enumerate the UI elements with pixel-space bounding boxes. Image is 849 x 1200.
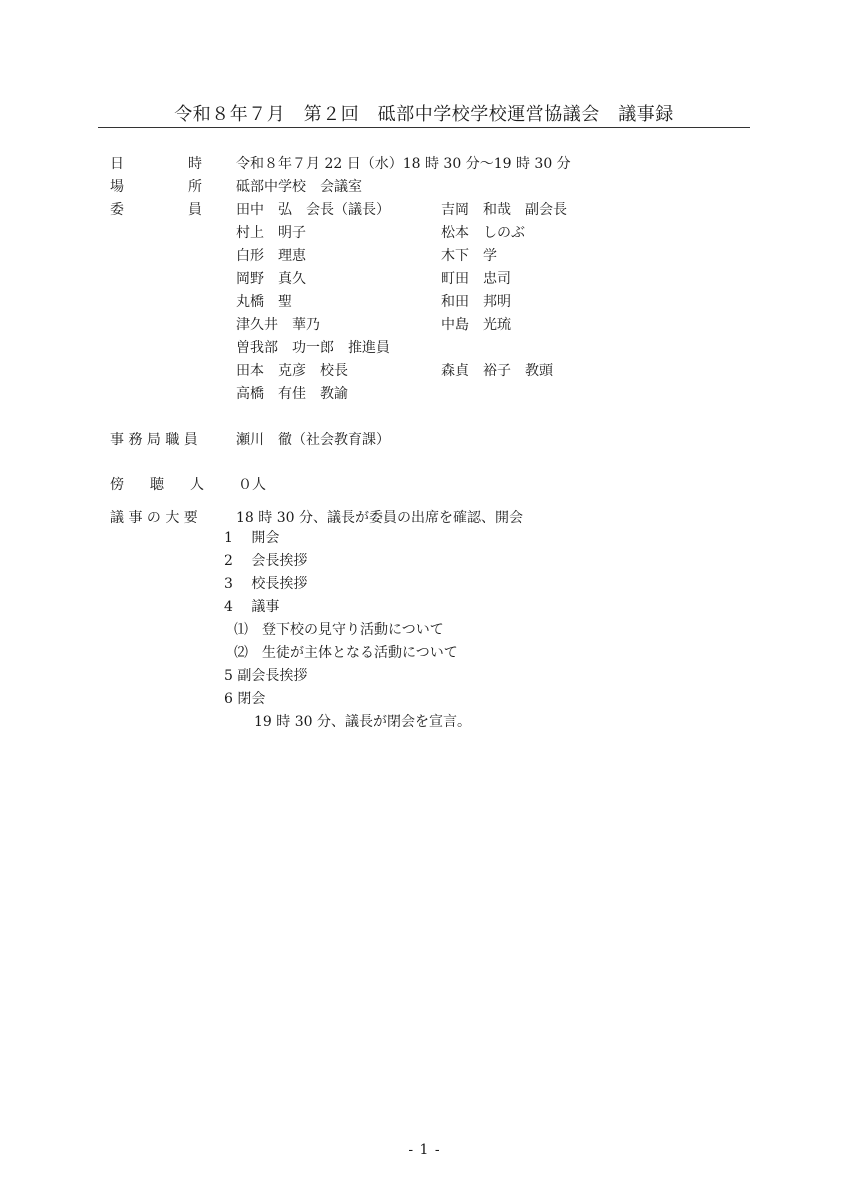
member-left-6: 津久井 華乃 xyxy=(236,317,320,333)
member-left-7: 曽我部 功一郎 推進員 xyxy=(236,340,390,356)
agenda-label: 議 事 の 大 要 xyxy=(110,510,198,526)
agenda-subitem-2: ⑵ 生徒が主体となる活動について xyxy=(234,645,458,661)
agenda-item-5: 5 副会長挨拶 xyxy=(224,668,308,684)
agenda-intro: 18 時 30 分、議長が委員の出席を確認、開会 xyxy=(236,510,523,526)
observers-label-a: 傍 xyxy=(110,477,124,493)
agenda-item-2: 2 会長挨拶 xyxy=(224,553,308,569)
staff-label: 事 務 局 職 員 xyxy=(110,432,198,448)
member-right-6: 中島 光琉 xyxy=(441,317,511,333)
place-value: 砥部中学校 会議室 xyxy=(236,179,362,195)
agenda-closing: 19 時 30 分、議長が閉会を宣言。 xyxy=(254,714,471,730)
observers-label-c: 人 xyxy=(190,477,204,493)
agenda-item-4: 4 議事 xyxy=(224,599,280,615)
agenda-item-1: 1 開会 xyxy=(224,530,280,546)
datetime-value: 令和８年７月 22 日（水）18 時 30 分〜19 時 30 分 xyxy=(236,156,571,172)
member-right-8: 森貞 裕子 教頭 xyxy=(441,363,553,379)
place-label-b: 所 xyxy=(188,179,202,195)
member-right-5: 和田 邦明 xyxy=(441,294,511,310)
members-label-b: 員 xyxy=(188,202,202,218)
member-left-4: 岡野 真久 xyxy=(236,271,306,287)
page-title: 令和８年７月 第２回 砥部中学校学校運営協議会 議事録 xyxy=(174,104,674,125)
member-left-8: 田本 克彦 校長 xyxy=(236,363,348,379)
member-left-9: 高橋 有佳 教諭 xyxy=(236,386,348,402)
member-right-4: 町田 忠司 xyxy=(441,271,511,287)
member-left-3: 白形 理恵 xyxy=(236,248,306,264)
datetime-label-a: 日 xyxy=(110,156,124,172)
member-left-2: 村上 明子 xyxy=(236,225,306,241)
member-left-5: 丸橋 聖 xyxy=(236,294,292,310)
member-right-1: 吉岡 和哉 副会長 xyxy=(441,202,567,218)
observers-value: ０人 xyxy=(238,477,266,493)
member-right-3: 木下 学 xyxy=(441,248,497,264)
agenda-item-3: 3 校長挨拶 xyxy=(224,576,308,592)
place-label-a: 場 xyxy=(110,179,124,195)
member-left-1: 田中 弘 会長（議長） xyxy=(236,202,390,218)
page-number: - 1 - xyxy=(408,1142,441,1158)
observers-label-b: 聴 xyxy=(150,477,164,493)
datetime-label-b: 時 xyxy=(188,156,202,172)
member-right-2: 松本 しのぶ xyxy=(441,225,525,241)
staff-value: 瀬川 徹（社会教育課） xyxy=(236,432,390,448)
agenda-subitem-1: ⑴ 登下校の見守り活動について xyxy=(234,622,444,638)
agenda-item-6: 6 閉会 xyxy=(224,691,266,707)
title-divider xyxy=(98,127,750,128)
members-label-a: 委 xyxy=(110,202,124,218)
